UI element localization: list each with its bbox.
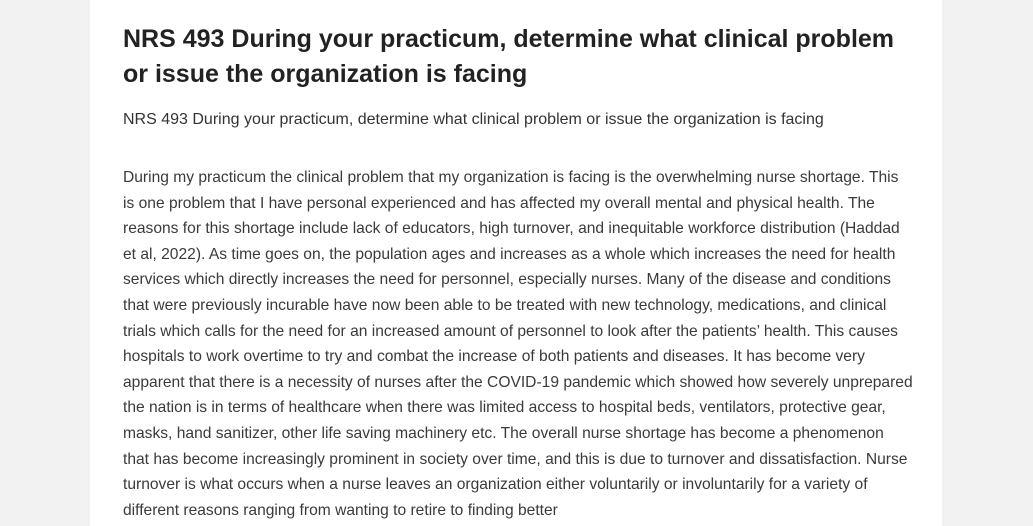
article-page [90,0,942,526]
article-subtitle: NRS 493 During your practicum, determine what clinical problem or issue the organization is facing [123,111,824,128]
page-title: NRS 493 During your practicum, determine what clinical problem or issue the organization is facing [123,25,895,88]
article-body-paragraph: During my practicum the clinical problem that my organization is facing is the overwhelming nurse shortage. This is one problem that I have personal experienced and has affected my overall mental and physical health. The reasons for this shortage include lack of educators, high turnover, and inequitable workforce distribution (Haddad et al, 2022). As time goes on, the population ages and increases as a whole which increases the need for health services which directly increases the need for personnel, especially nurses. Many of the disease and conditions that were previously incurable have now been able to be treated with new technology, medications, and clinical trials which calls for the need for an increased amount of personnel to look after the patients’ health. This causes hospitals to work overtime to try and combat the increase of both patients and diseases. It has become very apparent that there is a necessity of nurses after the COVID-19 pandemic which showed how severely unprepared the nation is in terms of healthcare when there was limited access to hospital beds, ventilators, protective gear, masks, hand sanitizer, other life saving machinery etc. The overall nurse shortage has become a phenomenon that has become increasingly prominent in society over time, and this is due to turnover and dissatisfaction. Nurse turnover is what occurs when a nurse leaves an organization either voluntarily or involuntarily for a variety of different reasons ranging from wanting to retire to finding better [123,169,913,519]
article-content [123,22,913,523]
